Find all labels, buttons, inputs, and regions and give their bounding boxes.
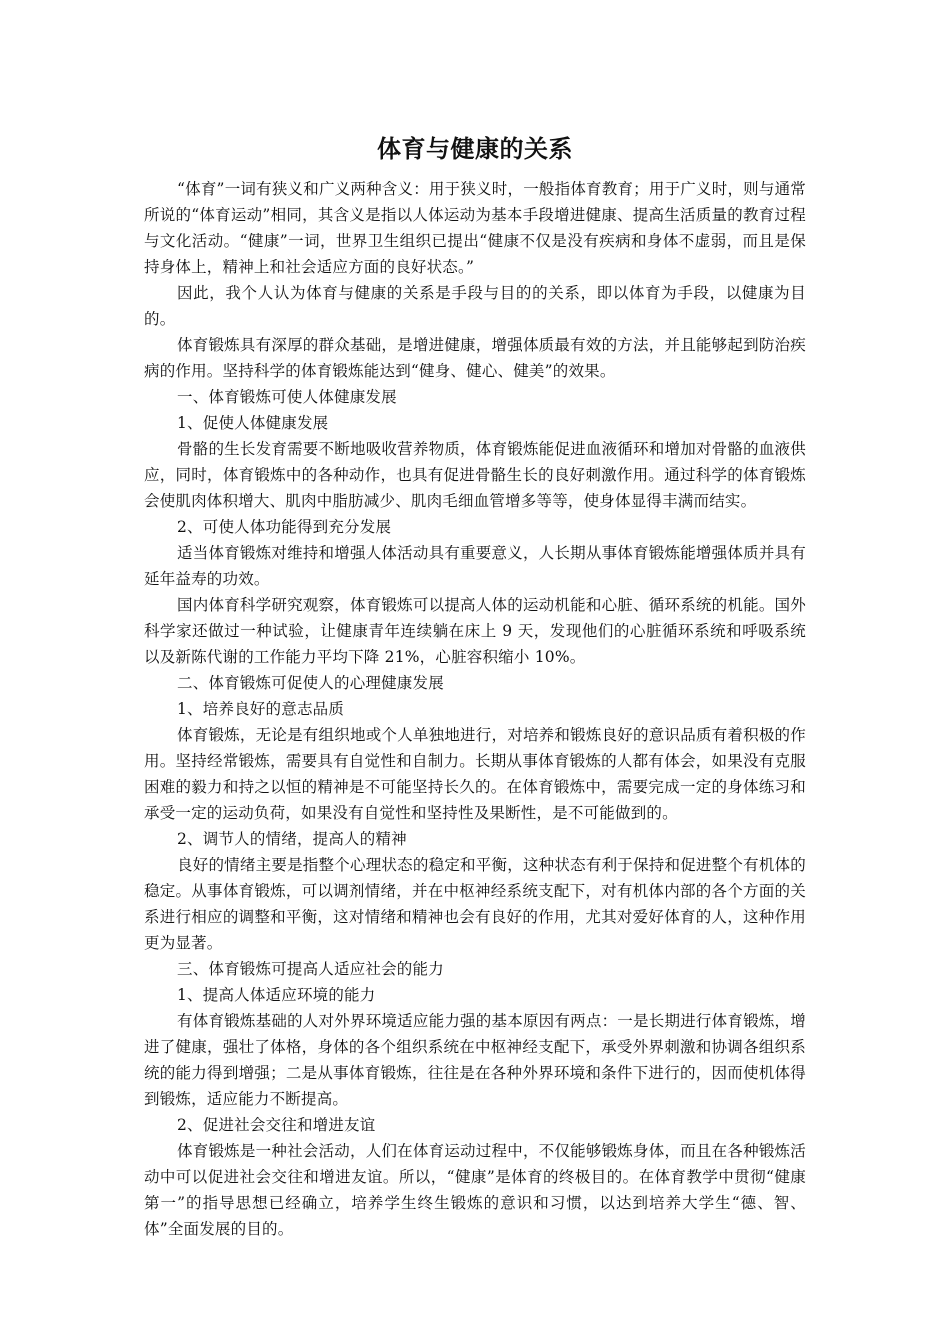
paragraph: 骨骼的生长发育需要不断地吸收营养物质，体育锻炼能促进血液循环和增加对骨骼的血液供应，同时，体育锻炼中的各种动作，也具有促进骨骼生长的良好刺激作用。通过科学的体育锻炼会使肌肉体积增大、肌肉中脂肪减少、肌肉毛细血管增多等等，使身体显得丰满而结实。: [144, 440, 806, 510]
subsection-heading: 2、可使人体功能得到充分发展: [177, 518, 392, 536]
subsection-heading: 1、提高人体适应环境的能力: [177, 986, 376, 1004]
paragraph: 体育锻炼具有深厚的群众基础，是增进健康，增强体质最有效的方法，并且能够起到防治疾病的作用。坚持科学的体育锻炼能达到“健身、健心、健美”的效果。: [144, 336, 806, 380]
paragraph: 良好的情绪主要是指整个心理状态的稳定和平衡，这种状态有利于保持和促进整个有机体的稳定。从事体育锻炼，可以调剂情绪，并在中枢神经系统支配下，对有机体内部的各个方面的关系进行相应的调整和平衡，这对情绪和精神也会有良好的作用，尤其对爱好体育的人，这种作用更为显著。: [144, 856, 806, 952]
section-heading: 三、体育锻炼可提高人适应社会的能力: [177, 960, 444, 978]
section-heading: 一、体育锻炼可使人体健康发展: [177, 388, 397, 406]
paragraph: “体育”一词有狭义和广义两种含义：用于狭义时，一般指体育教育；用于广义时，则与通常所说的“体育运动”相同，其含义是指以人体运动为基本手段增进健康、提高生活质量的教育过程与文化活动。“健康”一词，世界卫生组织已提出“健康不仅是没有疾病和身体不虚弱，而且是保持身体上，精神上和社会适应方面的良好状态。”: [144, 180, 806, 276]
subsection-heading: 2、调节人的情绪，提高人的精神: [177, 830, 407, 848]
paragraph: 国内体育科学研究观察，体育锻炼可以提高人体的运动机能和心脏、循环系统的机能。国外科学家还做过一种试验，让健康青年连续躺在床上 9 天，发现他们的心脏循环系统和呼吸系统以及新陈代谢的工作能力平均下降 21%，心脏容积缩小 10%。: [144, 596, 806, 666]
subsection-heading: 1、培养良好的意志品质: [177, 700, 345, 718]
section-heading: 二、体育锻炼可促使人的心理健康发展: [177, 674, 444, 692]
document-page: [144, 128, 806, 1242]
paragraph: 体育锻炼，无论是有组织地或个人单独地进行，对培养和锻炼良好的意识品质有着积极的作用。坚持经常锻炼，需要具有自觉性和自制力。长期从事体育锻炼的人都有体会，如果没有克服困难的毅力和持之以恒的精神是不可能坚持长久的。在体育锻炼中，需要完成一定的身体练习和承受一定的运动负荷，如果没有自觉性和坚持性及果断性，是不可能做到的。: [144, 726, 806, 822]
paragraph: 适当体育锻炼对维持和增强人体活动具有重要意义，人长期从事体育锻炼能增强体质并具有延年益寿的功效。: [144, 544, 806, 588]
document-body: [144, 176, 806, 1242]
paragraph: 体育锻炼是一种社会活动，人们在体育运动过程中，不仅能够锻炼身体，而且在各种锻炼活动中可以促进社会交往和增进友谊。所以，“健康”是体育的终极目的。在体育教学中贯彻“健康第一”的指导思想已经确立，培养学生终生锻炼的意识和习惯，以达到培养大学生“德、智、体”全面发展的目的。: [144, 1142, 806, 1238]
subsection-heading: 1、促使人体健康发展: [177, 414, 329, 432]
paragraph: 有体育锻炼基础的人对外界环境适应能力强的基本原因有两点：一是长期进行体育锻炼，增进了健康，强壮了体格，身体的各个组织系统在中枢神经支配下，承受外界刺激和协调各组织系统的能力得到增强；二是从事体育锻炼，往往是在各种外界环境和条件下进行的，因而使机体得到锻炼，适应能力不断提高。: [144, 1012, 806, 1108]
paragraph: 因此，我个人认为体育与健康的关系是手段与目的的关系，即以体育为手段，以健康为目的。: [144, 284, 806, 328]
document-title: 体育与健康的关系: [377, 134, 573, 163]
subsection-heading: 2、促进社会交往和增进友谊: [177, 1116, 376, 1134]
